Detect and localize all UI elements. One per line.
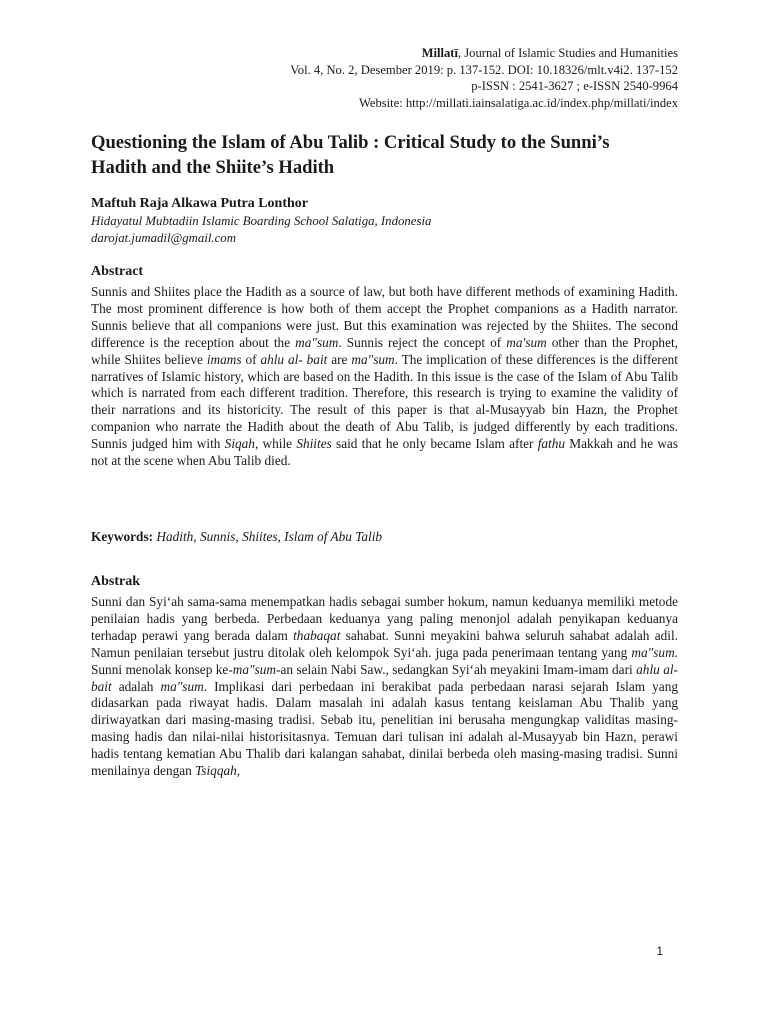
abstract-term-4: ahlu al- bait: [260, 351, 328, 367]
keywords: [91, 529, 681, 545]
abstrak-text-3: . Sunni menolak konsep ke-: [91, 644, 678, 677]
abstract-term-6: Siqah: [224, 436, 255, 452]
paper-title-line-1: Questioning the Islam of Abu Talib : Critical Study to the Sunni’s: [91, 132, 610, 153]
abstract-term-1: ma"sum: [295, 334, 339, 350]
website-line: Website: http://millati.iainsalatiga.ac.id/index.php/millati/index: [358, 95, 678, 110]
journal-name: Millatī: [421, 46, 458, 60]
abstrak-body: [91, 594, 678, 780]
abstract-term-3: imams: [206, 351, 242, 367]
abstract-text-5: are: [327, 351, 352, 367]
abstract-text-1: Sunnis and Shiites place the Hadith as a source of law, but both have different methods of examining Hadith. The most prominent difference is how both of them accept the Prophet companions as a Hadith narrator. Sunnis believe that all companions were just. But this examination was rejected by the Shiites. The second difference is the reception about the: [91, 284, 678, 350]
page-number: 1: [656, 944, 663, 958]
abstract-text-9: Makkah and he was not at the scene when Abu Talib died.: [91, 436, 679, 469]
author-block: [91, 195, 681, 247]
abstract-term-8: fathu: [537, 436, 566, 452]
abstract-text-4: of: [241, 351, 261, 367]
keywords-text: Hadith, Sunnis, Shiites, Islam of Abu Talib: [153, 529, 383, 544]
abstrak-text-6: . Implikasi dari perbedaan ini berakibat pada perbedaan narasi sejarah Islam yang didasarkan pada riwayat hadis. Dalam masalah ini adalah kasus tentang keislaman Abu Thalib yang diriwayatkan dari masing-masing tradisi. Sebab itu, penelitian ini berusaha mengungkap validitas masing-masing hadis dan nilai-nilai historisitasnya. Temuan dari tulisan ini adalah al-Musayyab bin Hazn, perawi hadis tentang kematian Abu Thalib dari kalangan sahabat, dinilai berbeda oleh masing-masing tradisi. Sunni menilainya dengan: [91, 678, 678, 779]
abstract-term-7: Shiites: [296, 436, 332, 452]
abstrak-text-1: Sunni dan Syi‘ah sama-sama menempatkan hadis sebagai sumber hokum, namun keduanya memiliki metode penilaian hadis yang berbeda. Perbedaan keduanya yang paling menonjol adalah penyikapan keduanya terhadap perawi yang berada dalam: [91, 594, 678, 643]
author-name: Maftuh Raja Alkawa Putra Lonthor: [91, 196, 309, 211]
author-affiliation: Hidayatul Mubtadiin Islamic Boarding School Salatiga, Indonesia: [91, 214, 432, 228]
abstract-text-3: other than the Prophet, while Shiites believe: [91, 334, 678, 367]
journal-name-line: [290, 45, 678, 62]
abstract-text-7: , while: [254, 436, 297, 452]
abstrak-heading: Abstrak: [91, 574, 141, 589]
paper-title-line-2: Hadith and the Shiite’s Hadith: [91, 157, 335, 178]
author-email: darojat.jumadil@gmail.com: [91, 231, 236, 245]
abstrak-term-4: ahlu al-bait: [91, 661, 678, 694]
abstrak-text-4: -an selain Nabi Saw., sedangkan Syi‘ah meyakini Imam-imam dari: [276, 661, 637, 677]
paper-title: [91, 130, 681, 180]
abstrak-term-3: ma"sum: [232, 661, 277, 677]
abstract-body: [91, 284, 678, 470]
abstrak-term-1: thabaqat: [293, 627, 341, 643]
journal-header: [290, 45, 678, 111]
abstract-text-2: . Sunnis reject the concept of: [338, 334, 507, 350]
abstrak-text-2: sahabat. Sunni meyakini bahwa seluruh sahabat adalah adil. Namun penilaian tersebut justru ditolak oleh kelompok Syi‘ah. juga pada penerimaan tentang yang: [91, 627, 678, 660]
abstrak-term-5: ma"sum: [160, 678, 204, 694]
journal-subtitle: , Journal of Islamic Studies and Humanities: [457, 46, 678, 60]
abstrak-term-2: ma"sum: [631, 644, 675, 660]
abstract-text-6: . The implication of these differences is the different narratives of Islamic history, which are based on the Hadith. In this issue is the case of the Islam of Abu Talib which is narrated from each different tradition. Therefore, this research is trying to examine the validity of their narrations and its historicity. The result of this paper is that al-Musayyab bin Hazn, the Prophet companion who narrate the Hadith about the death of Abu Talib, is judged differently by each traditions. Sunnis judged him with: [91, 351, 678, 452]
abstrak-text-5: adalah: [111, 678, 161, 694]
volume-line: Vol. 4, No. 2, Desember 2019: p. 137-152. DOI: 10.18326/mlt.v4i2. 137-152: [290, 62, 678, 77]
keywords-label: Keywords:: [91, 529, 154, 544]
abstrak-term-6: Tsiqqah,: [195, 763, 241, 779]
abstract-heading: Abstract: [91, 264, 144, 279]
issn-line: p-ISSN : 2541-3627 ; e-ISSN 2540-9964: [471, 79, 678, 93]
abstract-term-5: ma"sum: [351, 351, 395, 367]
abstract-term-2: ma'sum: [506, 334, 547, 350]
abstract-text-8: said that he only became Islam after: [331, 436, 538, 452]
